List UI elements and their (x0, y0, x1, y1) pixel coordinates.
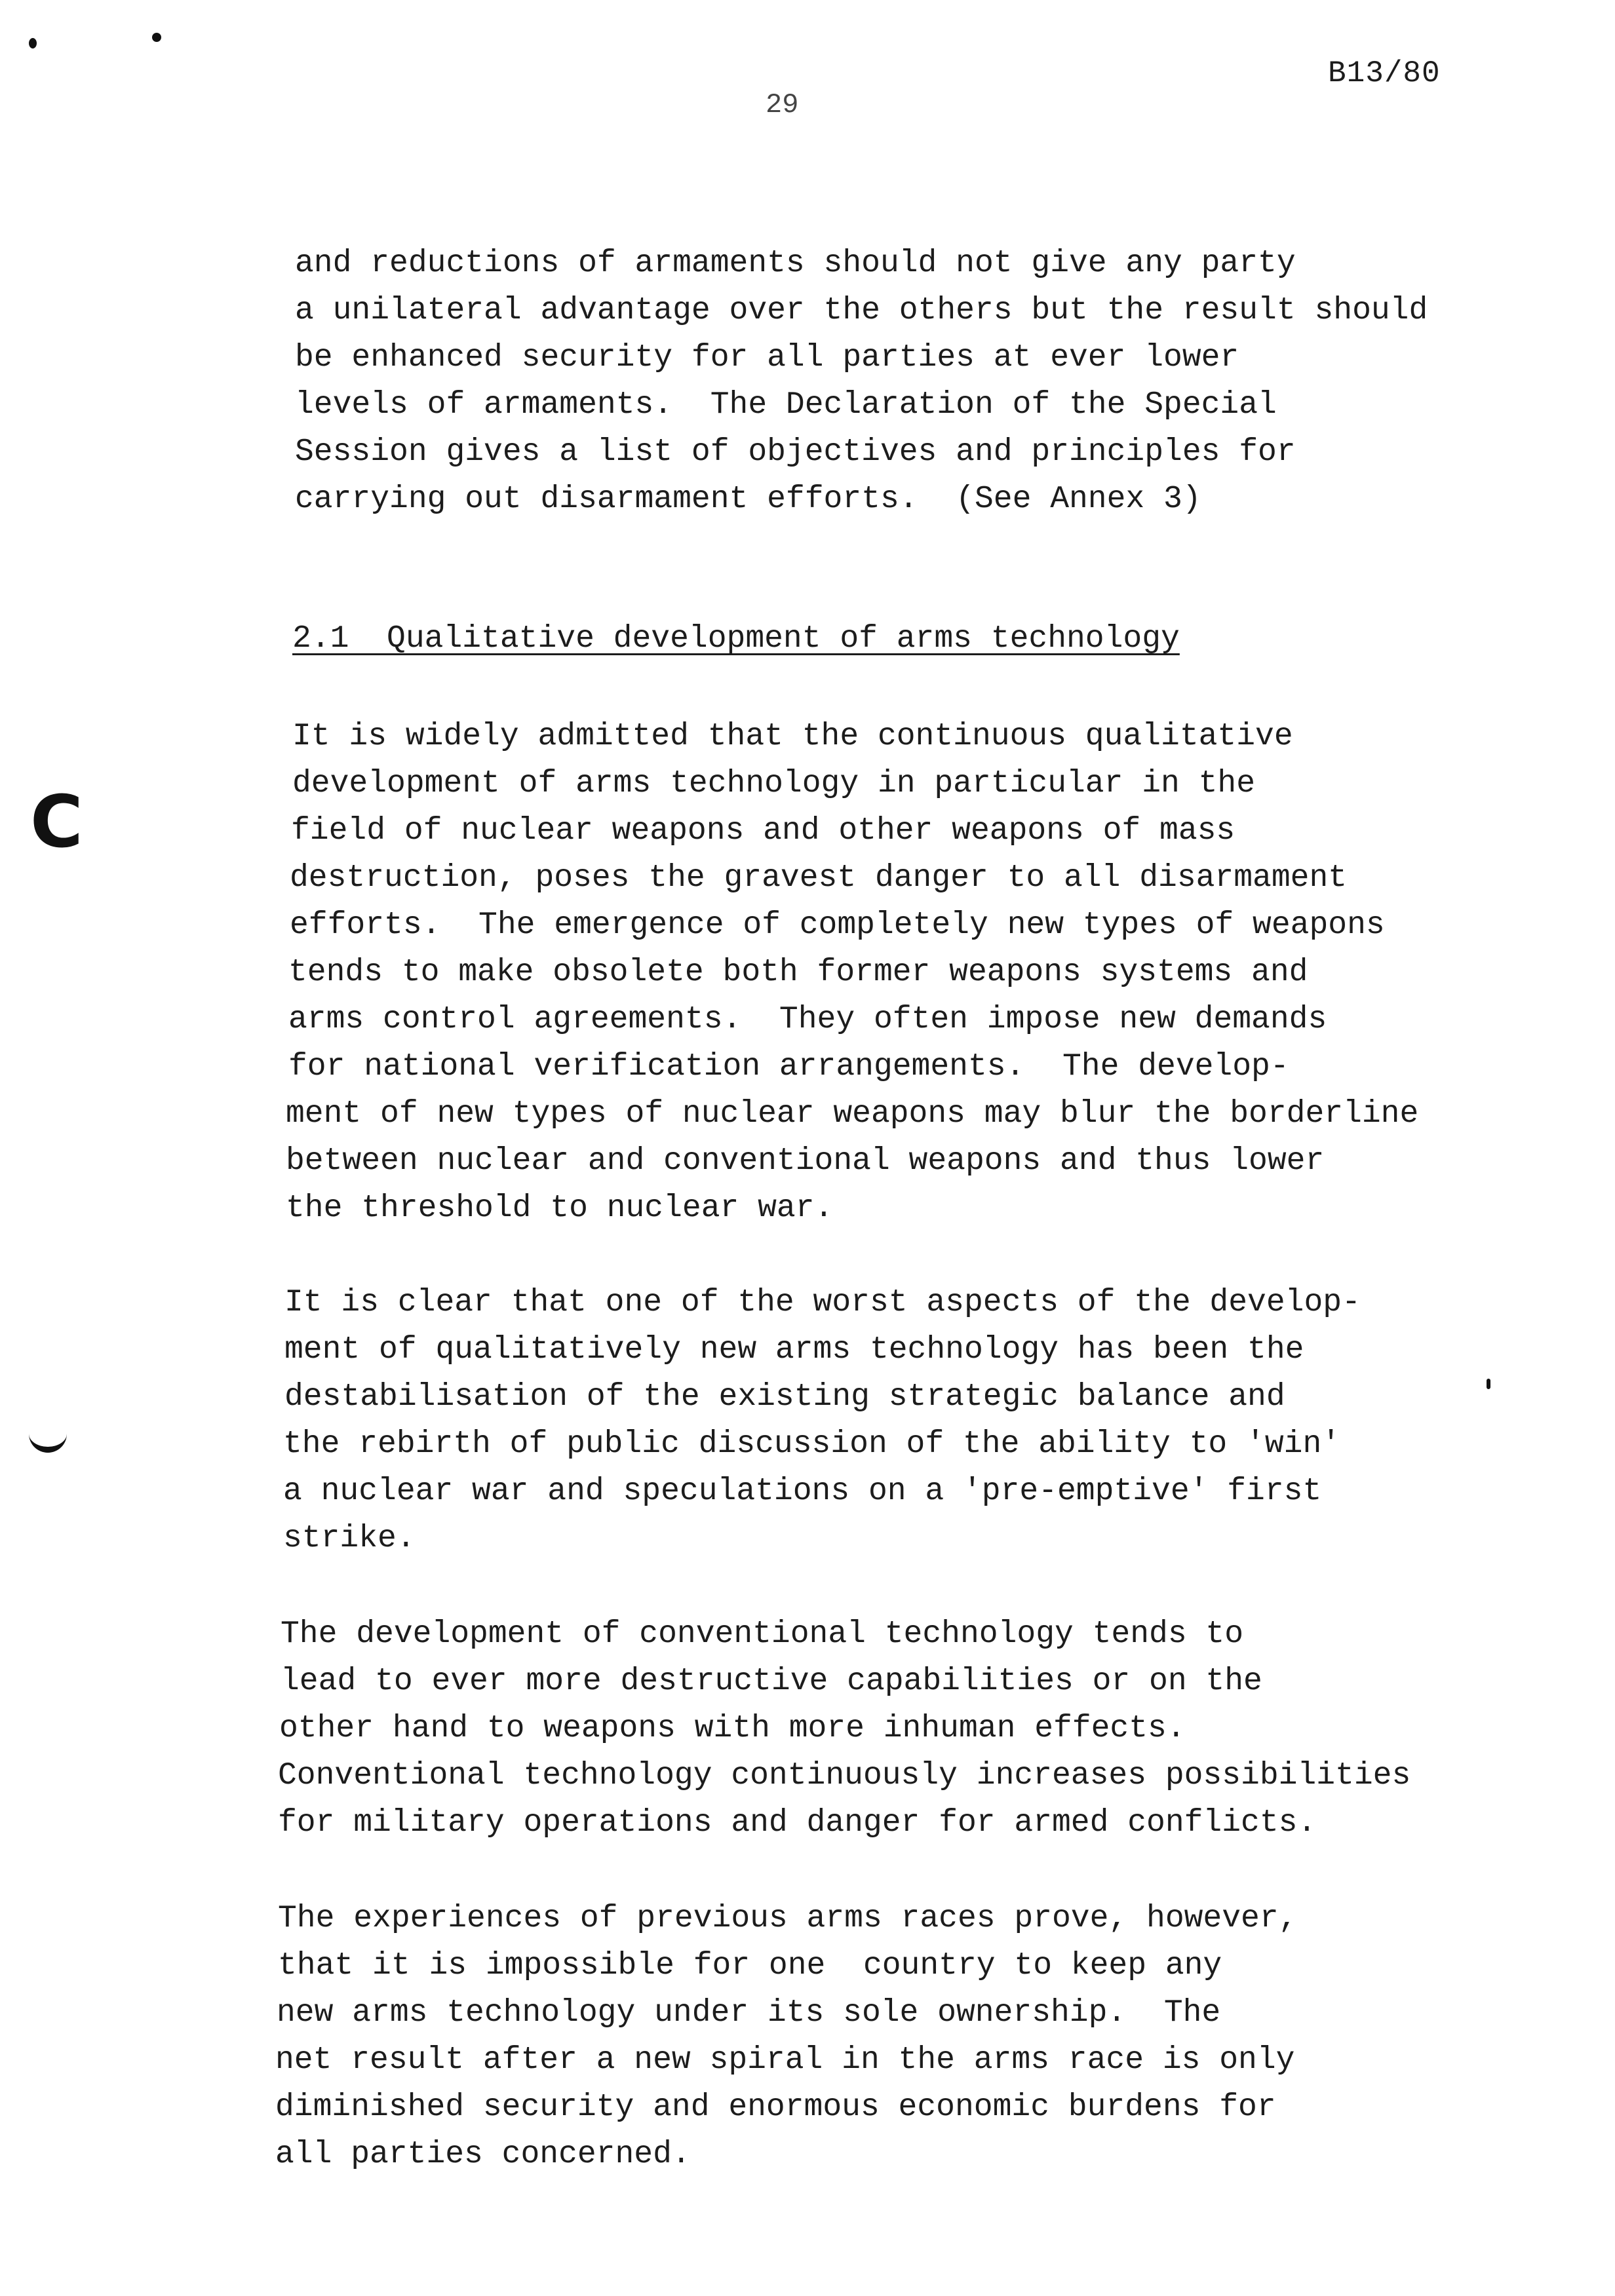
page-number: 29 (766, 89, 799, 121)
paragraph-1-line: for national verification arrangements. The develop- (288, 1049, 1289, 1084)
paragraph-2-line: a nuclear war and speculations on a 'pre-emptive' first (283, 1474, 1322, 1509)
paragraph-1-line: arms control agreements. They often impose new demands (288, 1002, 1327, 1037)
paragraph-4-line: net result after a new spiral in the arms race is only (275, 2042, 1295, 2078)
paragraph-3-line: Conventional technology continuously increases possibilities (278, 1758, 1411, 1793)
paragraph-1-line: efforts. The emergence of completely new types of weapons (290, 908, 1385, 943)
paragraph-1-line: It is widely admitted that the continuous qualitative (292, 719, 1293, 754)
paragraph-1-line: between nuclear and conventional weapons and thus lower (286, 1143, 1325, 1179)
intro-line: and reductions of armaments should not give any party (295, 246, 1296, 281)
paragraph-4-line: The experiences of previous arms races prove, however, (278, 1901, 1298, 1936)
intro-line: Session gives a list of objectives and principles for (295, 434, 1296, 470)
binder-hole-mark-bottom (29, 1421, 67, 1453)
paragraph-4-line: new arms technology under its sole ownership. The (277, 1995, 1221, 2031)
paragraph-1-line: development of arms technology in particular in the (292, 766, 1256, 801)
paragraph-1-line: the threshold to nuclear war. (286, 1191, 834, 1226)
paragraph-3-line: other hand to weapons with more inhuman effects. (279, 1711, 1186, 1746)
intro-line: be enhanced security for all parties at ever lower (295, 340, 1239, 375)
paragraph-2-line: ment of qualitatively new arms technology has been the (284, 1332, 1304, 1368)
paragraph-4-line: all parties concerned. (275, 2137, 691, 2172)
paragraph-2-line: strike. (283, 1521, 416, 1556)
scan-speck (152, 33, 161, 42)
paragraph-1-line: ment of new types of nuclear weapons may blur the borderline (286, 1096, 1419, 1132)
paragraph-2-line: destabilisation of the existing strategic balance and (284, 1379, 1285, 1415)
paragraph-3-line: for military operations and danger for armed conflicts. (278, 1805, 1317, 1841)
document-reference: B13/80 (1328, 56, 1441, 90)
scan-speck (1487, 1379, 1490, 1389)
binder-hole-mark-top: C (30, 780, 83, 864)
paragraph-3-line: lead to ever more destructive capabilities or on the (281, 1664, 1262, 1699)
paragraph-4-line: diminished security and enormous economic burdens for (275, 2090, 1276, 2125)
intro-line: a unilateral advantage over the others but the result should (295, 293, 1428, 328)
paragraph-2-line: the rebirth of public discussion of the ability to 'win' (283, 1426, 1341, 1462)
paragraph-3-line: The development of conventional technology tends to (281, 1617, 1244, 1652)
intro-line: carrying out disarmament efforts. (See Annex 3) (295, 482, 1201, 517)
paragraph-1-line: tends to make obsolete both former weapons systems and (288, 955, 1308, 990)
paragraph-1-line: destruction, poses the gravest danger to all disarmament (290, 860, 1348, 896)
section-heading: 2.1 Qualitative development of arms technology (292, 621, 1180, 657)
paragraph-4-line: that it is impossible for one country to keep any (278, 1948, 1222, 1983)
paragraph-1-line: field of nuclear weapons and other weapons of mass (291, 813, 1236, 849)
intro-line: levels of armaments. The Declaration of the Special (295, 387, 1277, 423)
paragraph-2-line: It is clear that one of the worst aspects of the develop- (284, 1285, 1361, 1320)
scan-speck (29, 38, 37, 48)
